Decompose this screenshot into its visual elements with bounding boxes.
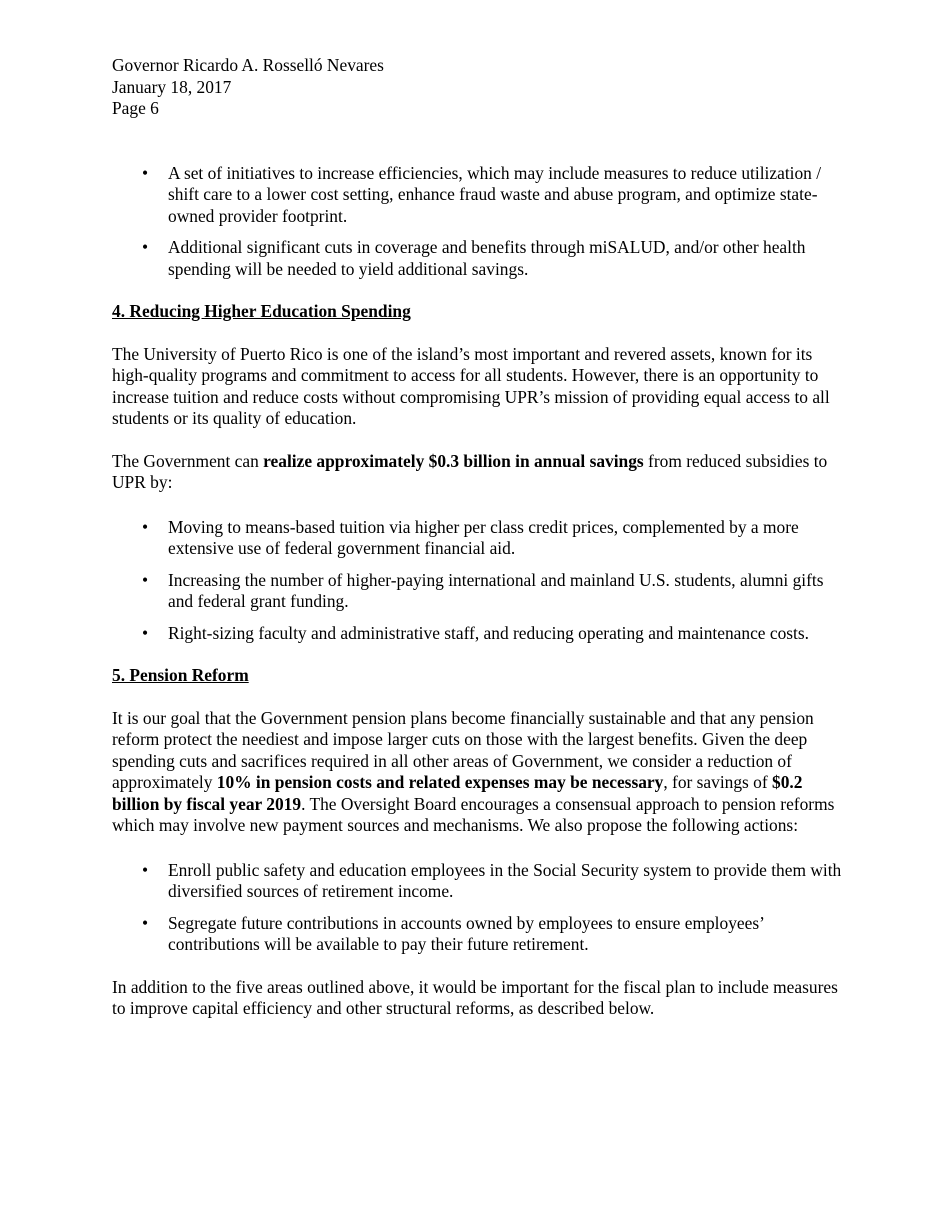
health-bullet-list bbox=[112, 163, 847, 281]
bullet-icon: • bbox=[142, 912, 149, 933]
pension-paragraph bbox=[112, 708, 847, 837]
pension-text-bold-2: $0.2 billion by fiscal year 2019 bbox=[112, 772, 803, 814]
upr-bullet-list bbox=[112, 517, 847, 645]
bullet-icon: • bbox=[142, 569, 149, 590]
list-item bbox=[112, 860, 847, 903]
letter-page bbox=[112, 55, 847, 1020]
pension-text-3: . The Oversight Board encourages a consensual approach to pension reforms which may involve new payment sources and mechanisms. We also propose the following actions: bbox=[112, 793, 835, 835]
bullet-text: Additional significant cuts in coverage and benefits through miSALUD, and/or other health spending will be needed to yield additional savings. bbox=[168, 237, 806, 279]
list-item bbox=[112, 237, 847, 280]
list-item bbox=[112, 517, 847, 560]
pension-text-1: It is our goal that the Government pension plans become financially sustainable and that any pension reform protect the neediest and impose larger cuts on those with the largest benefits. Given the deep spending cuts and sacrifices required in all other areas of Government, we consider a reduction of approximately bbox=[112, 707, 814, 792]
list-item bbox=[112, 623, 847, 645]
page-number: Page 6 bbox=[112, 98, 159, 118]
list-item bbox=[112, 163, 847, 228]
pension-text-2: , for savings of bbox=[663, 772, 773, 792]
letter-date: January 18, 2017 bbox=[112, 76, 232, 97]
bullet-text: Segregate future contributions in accounts owned by employees to ensure employees’ contributions will be available to pay their future retirement. bbox=[168, 912, 764, 954]
bullet-text: Increasing the number of higher-paying international and mainland U.S. students, alumni gifts and federal grant funding. bbox=[168, 569, 824, 611]
pension-bullet-list bbox=[112, 860, 847, 956]
bullet-icon: • bbox=[142, 622, 149, 643]
list-item bbox=[112, 913, 847, 956]
savings-text-bold: realize approximately $0.3 billion in annual savings bbox=[263, 450, 644, 471]
upr-savings-paragraph bbox=[112, 451, 847, 494]
section-title-pension-reform: 5. Pension Reform bbox=[112, 665, 249, 685]
closing-paragraph: In addition to the five areas outlined above, it would be important for the fiscal plan to include measures to improve capital efficiency and other structural reforms, as described below. bbox=[112, 976, 838, 1018]
bullet-icon: • bbox=[142, 516, 149, 537]
bullet-text: Moving to means-based tuition via higher per class credit prices, complemented by a more extensive use of federal government financial aid. bbox=[168, 516, 799, 558]
bullet-text: Right-sizing faculty and administrative staff, and reducing operating and maintenance costs. bbox=[168, 622, 810, 643]
bullet-text: A set of initiatives to increase efficiencies, which may include measures to reduce utilization / shift care to a lower cost setting, enhance fraud waste and abuse program, and optimize state-owned provider footprint. bbox=[168, 162, 822, 226]
bullet-text: Enroll public safety and education employees in the Social Security system to provide them with diversified sources of retirement income. bbox=[168, 859, 842, 901]
list-item bbox=[112, 570, 847, 613]
savings-text-tail: from reduced subsidies to UPR by: bbox=[112, 450, 828, 492]
bullet-icon: • bbox=[142, 237, 149, 257]
bullet-icon: • bbox=[142, 162, 149, 183]
pension-text-bold-1: 10% in pension costs and related expenses may be necessary bbox=[216, 772, 664, 792]
savings-text-lead: The Government can bbox=[112, 450, 264, 471]
section-title-higher-education: 4. Reducing Higher Education Spending bbox=[112, 301, 411, 321]
letter-header bbox=[112, 55, 847, 120]
upr-paragraph: The University of Puerto Rico is one of the island’s most important and revered assets, known for its high-quality programs and commitment to access for all students. However, there is an opportunity to increase tuition and reduce costs without compromising UPR’s mission of providing equal access to all students or its quality of education. bbox=[112, 343, 830, 428]
recipient-name: Governor Ricardo A. Rosselló Nevares bbox=[112, 55, 384, 75]
bullet-icon: • bbox=[142, 859, 149, 880]
